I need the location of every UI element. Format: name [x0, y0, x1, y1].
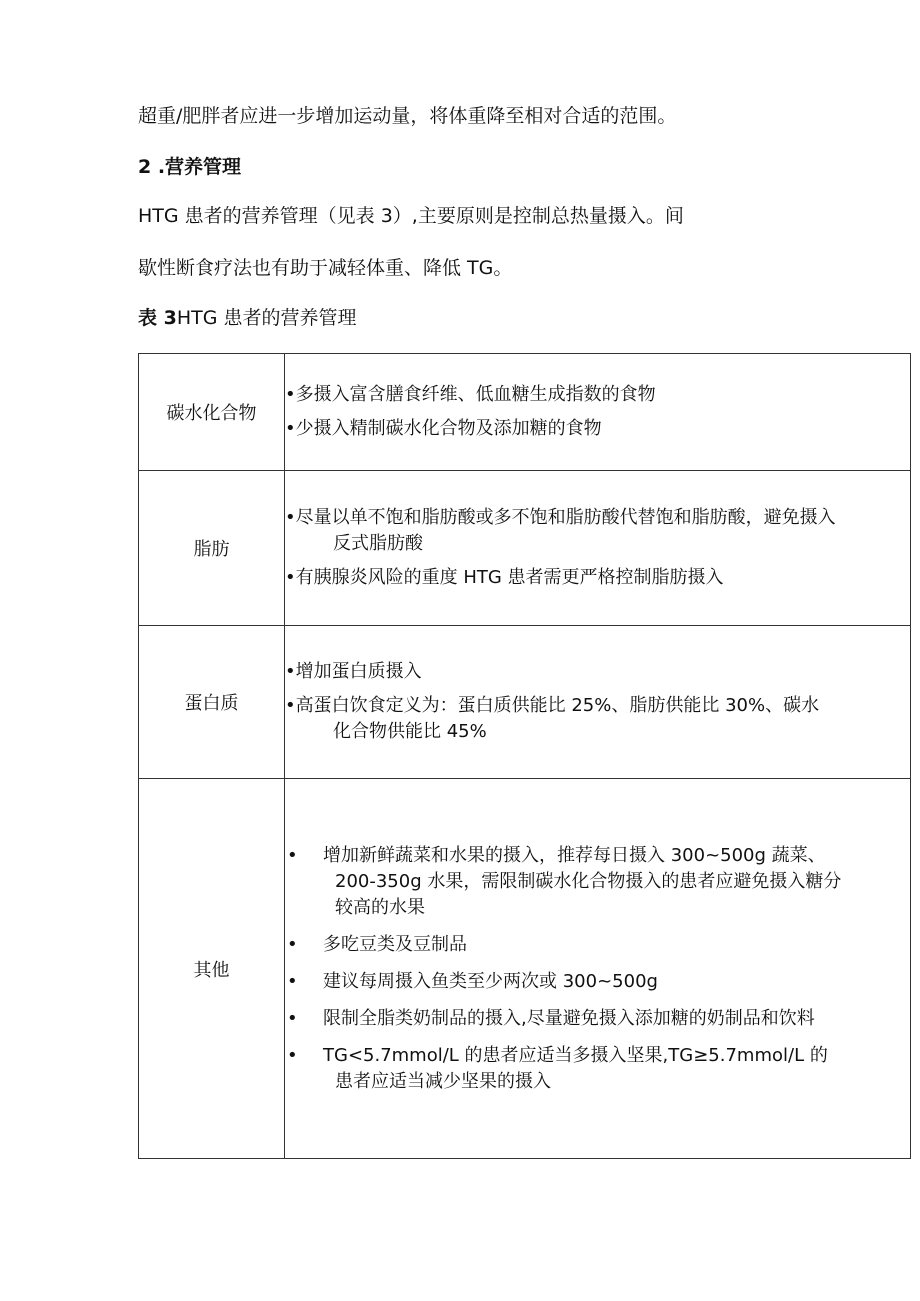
bullet-icon: • [287, 970, 298, 992]
list-item: • 建议每周摄入鱼类至少两次或 300~500g [285, 969, 910, 995]
bullet-icon: • [287, 933, 298, 955]
paragraph-2: HTG 患者的营养管理（见表 3）,主要原则是控制总热量摄入。间 [138, 205, 684, 227]
list-item: •增加蛋白质摄入 [285, 661, 422, 682]
list-item: •尽量以单不饱和脂肪酸或多不饱和脂肪酸代替饱和脂肪酸，避免摄入 反式脂肪酸 [285, 507, 836, 554]
category-cell: 碳水化合物 [139, 354, 285, 471]
content-cell [285, 626, 911, 779]
list-item: •有胰腺炎风险的重度 HTG 患者需更严格控制脂肪摄入 [285, 567, 724, 588]
category-cell: 蛋白质 [139, 626, 285, 779]
table-caption-title: HTG 患者的营养管理 [176, 307, 357, 329]
bullet-icon: • [287, 844, 298, 866]
list-item: •少摄入精制碳水化合物及添加糖的食物 [285, 418, 602, 439]
bullet-icon: • [287, 1044, 298, 1066]
list-item: • 限制全脂类奶制品的摄入,尽量避免摄入添加糖的奶制品和饮料 [285, 1006, 910, 1032]
table-caption [138, 306, 357, 330]
content-cell [285, 779, 911, 1159]
category-cell: 其他 [139, 779, 285, 1159]
content-cell [285, 354, 911, 471]
table-row [139, 626, 911, 779]
content-cell [285, 471, 911, 626]
category-cell: 脂肪 [139, 471, 285, 626]
section-heading: 2 .营养管理 [138, 156, 242, 178]
list-item: •高蛋白饮食定义为：蛋白质供能比 25%、脂肪供能比 30%、碳水 化合物供能比 45% [285, 695, 820, 742]
table-row [139, 354, 911, 471]
paragraph-3: 歇性断食疗法也有助于减轻体重、降低 TG。 [138, 257, 513, 279]
list-item: • TG<5.7mmol/L 的患者应适当多摄入坚果,TG≥5.7mmol/L 的 患者应适当减少坚果的摄入 [285, 1043, 910, 1095]
list-item: •多摄入富含膳食纤维、低血糖生成指数的食物 [285, 384, 656, 405]
list-item: • 多吃豆类及豆制品 [285, 932, 910, 958]
bullet-icon: • [287, 1007, 298, 1029]
table-row [139, 779, 911, 1159]
paragraph-1: 超重/肥胖者应进一步增加运动量，将体重降至相对合适的范围。 [138, 105, 677, 127]
nutrition-table [138, 353, 911, 1159]
table-caption-number: 表 3 [138, 307, 177, 329]
list-item: • 增加新鲜蔬菜和水果的摄入，推荐每日摄入 300~500g 蔬菜、 200-350g 水果，需限制碳水化合物摄入的患者应避免摄入糖分 较高的水果 [285, 843, 910, 921]
table-row [139, 471, 911, 626]
